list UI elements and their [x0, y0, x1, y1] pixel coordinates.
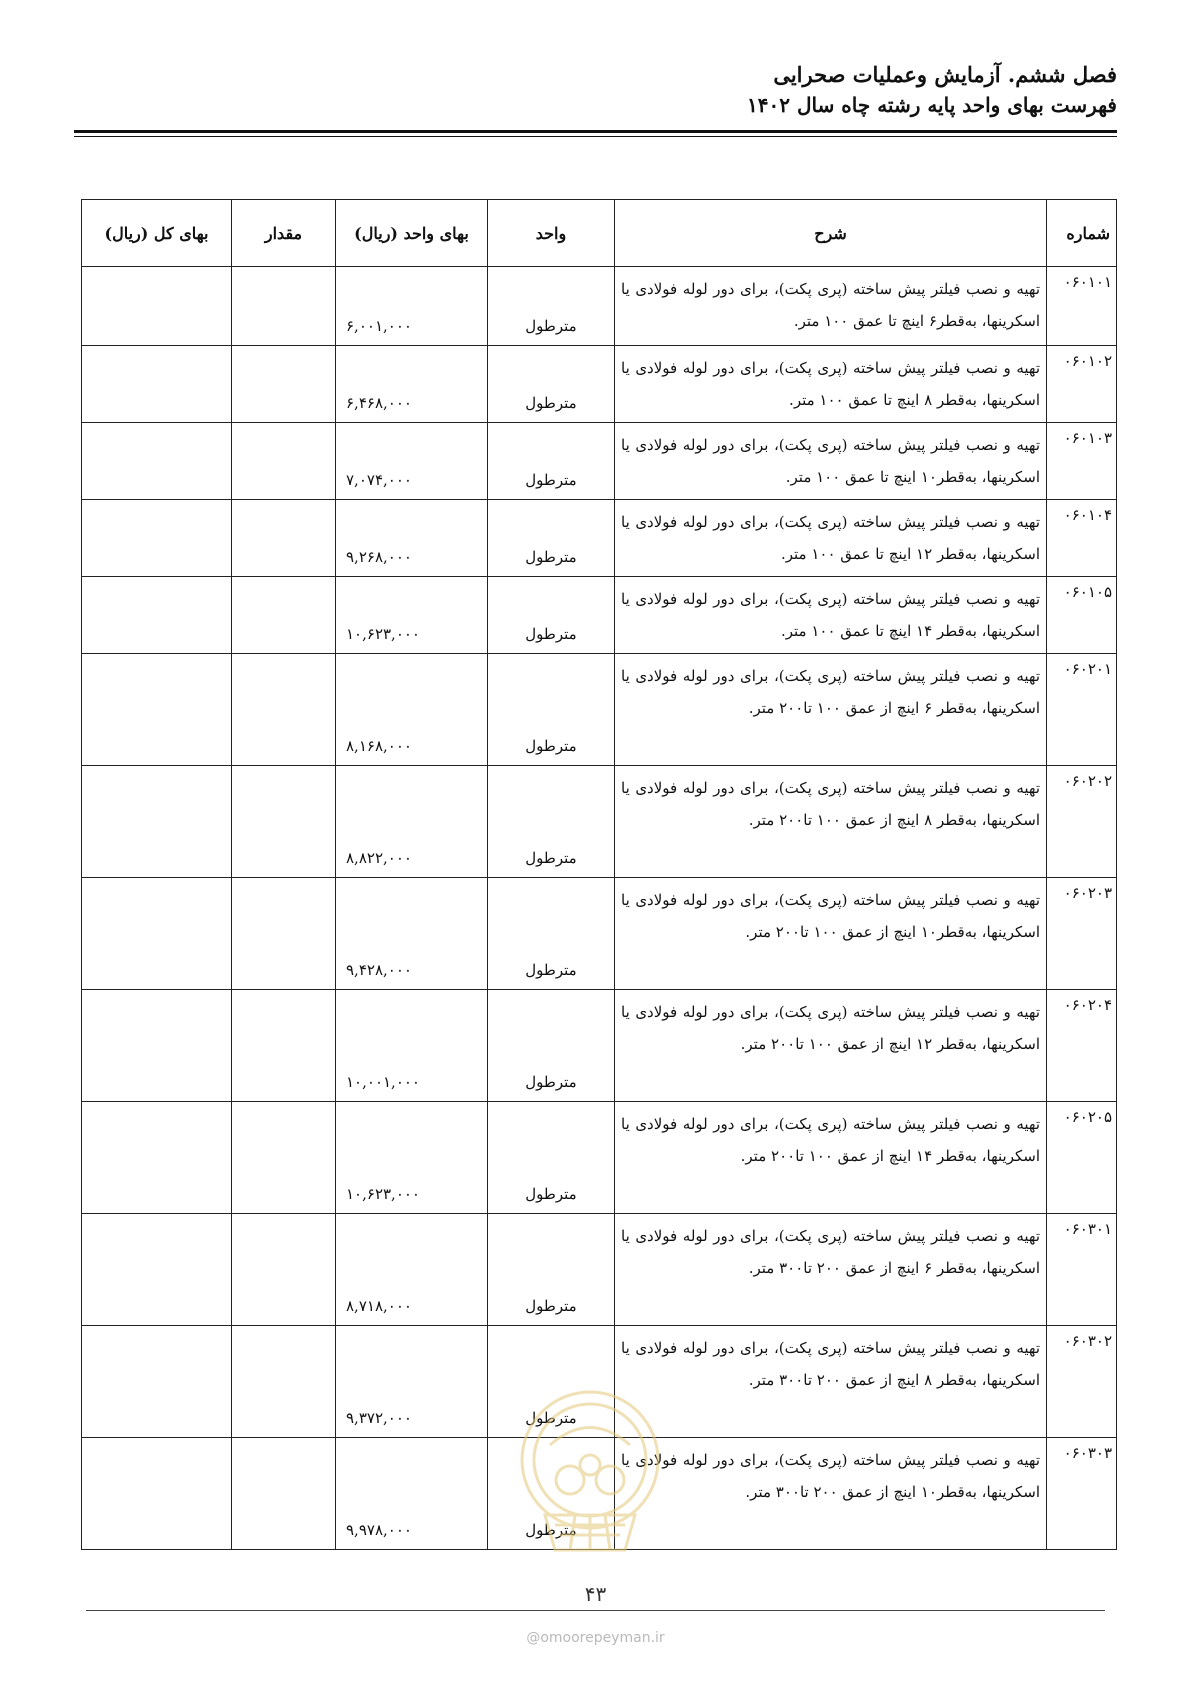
item-unit-price: ۹,۴۲۸,۰۰۰	[336, 878, 488, 990]
item-code: ۰۶۰۱۰۱	[1047, 267, 1117, 346]
item-code: ۰۶۰۳۰۳	[1047, 1438, 1117, 1550]
item-total-price	[82, 346, 232, 423]
header-rule-thick	[74, 130, 1117, 133]
header-unit-price: بهای واحد (ریال)	[336, 200, 488, 267]
table-row	[82, 1214, 1117, 1326]
item-unit-price: ۹,۹۷۸,۰۰۰	[336, 1438, 488, 1550]
item-code: ۰۶۰۱۰۳	[1047, 423, 1117, 500]
item-total-price	[82, 1102, 232, 1214]
item-unit-price: ۱۰,۶۲۳,۰۰۰	[336, 1102, 488, 1214]
item-unit-price: ۶,۴۶۸,۰۰۰	[336, 346, 488, 423]
item-quantity	[232, 766, 336, 878]
item-quantity	[232, 1214, 336, 1326]
item-unit: مترطول	[488, 423, 615, 500]
item-quantity	[232, 654, 336, 766]
chapter-title: فصل ششم. آزمایش وعملیات صحرایی	[773, 62, 1117, 87]
item-total-price	[82, 654, 232, 766]
item-total-price	[82, 1214, 232, 1326]
item-unit: مترطول	[488, 1102, 615, 1214]
item-unit: مترطول	[488, 654, 615, 766]
footer-rule	[86, 1610, 1105, 1611]
item-description: تهیه و نصب فیلتر پیش ساخته (پری پکت)، برای دور لوله فولادی یا اسکرینها، به‌قطر ۸ اینچ از عمق ۱۰۰ تا۲۰۰ متر.	[615, 766, 1047, 878]
header-quantity: مقدار	[232, 200, 336, 267]
item-total-price	[82, 990, 232, 1102]
item-code: ۰۶۰۳۰۱	[1047, 1214, 1117, 1326]
item-quantity	[232, 878, 336, 990]
table-row	[82, 577, 1117, 654]
item-total-price	[82, 1326, 232, 1438]
document-title: فهرست بهای واحد پایه رشته چاه سال ۱۴۰۲	[747, 93, 1117, 117]
item-description: تهیه و نصب فیلتر پیش ساخته (پری پکت)، برای دور لوله فولادی یا اسکرینها، به‌قطر ۱۲ اینچ تا عمق ۱۰۰ متر.	[615, 500, 1047, 577]
item-unit: مترطول	[488, 1214, 615, 1326]
table-row	[82, 346, 1117, 423]
item-unit-price: ۱۰,۰۰۱,۰۰۰	[336, 990, 488, 1102]
item-description: تهیه و نصب فیلتر پیش ساخته (پری پکت)، برای دور لوله فولادی یا اسکرینها، به‌قطر۶ اینچ تا عمق ۱۰۰ متر.	[615, 267, 1047, 346]
item-description: تهیه و نصب فیلتر پیش ساخته (پری پکت)، برای دور لوله فولادی یا اسکرینها، به‌قطر ۱۲ اینچ از عمق ۱۰۰ تا۲۰۰ متر.	[615, 990, 1047, 1102]
item-total-price	[82, 577, 232, 654]
table-header-row	[82, 200, 1117, 267]
item-code: ۰۶۰۳۰۲	[1047, 1326, 1117, 1438]
header-description: شرح	[615, 200, 1047, 267]
table-row	[82, 1102, 1117, 1214]
item-code: ۰۶۰۲۰۲	[1047, 766, 1117, 878]
item-total-price	[82, 766, 232, 878]
item-unit: مترطول	[488, 990, 615, 1102]
table-row	[82, 267, 1117, 346]
item-unit-price: ۹,۲۶۸,۰۰۰	[336, 500, 488, 577]
item-unit-price: ۷,۰۷۴,۰۰۰	[336, 423, 488, 500]
item-quantity	[232, 1326, 336, 1438]
page-header	[74, 60, 1117, 120]
item-description: تهیه و نصب فیلتر پیش ساخته (پری پکت)، برای دور لوله فولادی یا اسکرینها، به‌قطر ۶ اینچ از عمق ۲۰۰ تا۳۰۰ متر.	[615, 1214, 1047, 1326]
header-unit: واحد	[488, 200, 615, 267]
item-code: ۰۶۰۲۰۴	[1047, 990, 1117, 1102]
item-quantity	[232, 346, 336, 423]
item-unit: مترطول	[488, 500, 615, 577]
item-description: تهیه و نصب فیلتر پیش ساخته (پری پکت)، برای دور لوله فولادی یا اسکرینها، به‌قطر۱۰ اینچ از عمق ۱۰۰ تا۲۰۰ متر.	[615, 878, 1047, 990]
item-description: تهیه و نصب فیلتر پیش ساخته (پری پکت)، برای دور لوله فولادی یا اسکرینها، به‌قطر ۱۴ اینچ تا عمق ۱۰۰ متر.	[615, 577, 1047, 654]
watermark-url: @omoorepeyman.ir	[526, 1630, 665, 1646]
item-total-price	[82, 1438, 232, 1550]
item-description: تهیه و نصب فیلتر پیش ساخته (پری پکت)، برای دور لوله فولادی یا اسکرینها، به‌قطر۱۰ اینچ تا عمق ۱۰۰ متر.	[615, 423, 1047, 500]
table-row	[82, 766, 1117, 878]
item-description: تهیه و نصب فیلتر پیش ساخته (پری پکت)، برای دور لوله فولادی یا اسکرینها، به‌قطر ۸ اینچ از عمق ۲۰۰ تا۳۰۰ متر.	[615, 1326, 1047, 1438]
item-unit: مترطول	[488, 878, 615, 990]
page-number: ۴۳	[584, 1582, 607, 1606]
table-row	[82, 990, 1117, 1102]
table-row	[82, 1438, 1117, 1550]
item-unit-price: ۹,۳۷۲,۰۰۰	[336, 1326, 488, 1438]
item-quantity	[232, 1438, 336, 1550]
item-description: تهیه و نصب فیلتر پیش ساخته (پری پکت)، برای دور لوله فولادی یا اسکرینها، به‌قطر ۱۴ اینچ از عمق ۱۰۰ تا۲۰۰ متر.	[615, 1102, 1047, 1214]
item-code: ۰۶۰۱۰۵	[1047, 577, 1117, 654]
item-unit: مترطول	[488, 346, 615, 423]
item-unit-price: ۸,۸۲۲,۰۰۰	[336, 766, 488, 878]
item-code: ۰۶۰۲۰۳	[1047, 878, 1117, 990]
header-rule-thin	[74, 136, 1117, 137]
table-row	[82, 423, 1117, 500]
item-code: ۰۶۰۲۰۵	[1047, 1102, 1117, 1214]
item-unit-price: ۱۰,۶۲۳,۰۰۰	[336, 577, 488, 654]
item-unit: مترطول	[488, 1438, 615, 1550]
item-unit: مترطول	[488, 1326, 615, 1438]
item-quantity	[232, 267, 336, 346]
item-code: ۰۶۰۱۰۲	[1047, 346, 1117, 423]
price-table	[81, 199, 1117, 1550]
item-quantity	[232, 500, 336, 577]
header-total-price: بهای کل (ریال)	[82, 200, 232, 267]
item-unit-price: ۸,۱۶۸,۰۰۰	[336, 654, 488, 766]
item-total-price	[82, 423, 232, 500]
item-code: ۰۶۰۱۰۴	[1047, 500, 1117, 577]
item-unit: مترطول	[488, 267, 615, 346]
table-row	[82, 1326, 1117, 1438]
item-quantity	[232, 423, 336, 500]
table-row	[82, 654, 1117, 766]
item-total-price	[82, 267, 232, 346]
item-unit-price: ۶,۰۰۱,۰۰۰	[336, 267, 488, 346]
table-row	[82, 500, 1117, 577]
item-quantity	[232, 1102, 336, 1214]
item-total-price	[82, 878, 232, 990]
table-row	[82, 878, 1117, 990]
item-quantity	[232, 577, 336, 654]
item-description: تهیه و نصب فیلتر پیش ساخته (پری پکت)، برای دور لوله فولادی یا اسکرینها، به‌قطر ۸ اینچ تا عمق ۱۰۰ متر.	[615, 346, 1047, 423]
item-unit-price: ۸,۷۱۸,۰۰۰	[336, 1214, 488, 1326]
item-description: تهیه و نصب فیلتر پیش ساخته (پری پکت)، برای دور لوله فولادی یا اسکرینها، به‌قطر ۶ اینچ از عمق ۱۰۰ تا۲۰۰ متر.	[615, 654, 1047, 766]
item-quantity	[232, 990, 336, 1102]
item-total-price	[82, 500, 232, 577]
header-code: شماره	[1047, 200, 1117, 267]
item-description: تهیه و نصب فیلتر پیش ساخته (پری پکت)، برای دور لوله فولادی یا اسکرینها، به‌قطر۱۰ اینچ از عمق ۲۰۰ تا۳۰۰ متر.	[615, 1438, 1047, 1550]
item-unit: مترطول	[488, 766, 615, 878]
item-code: ۰۶۰۲۰۱	[1047, 654, 1117, 766]
item-unit: مترطول	[488, 577, 615, 654]
